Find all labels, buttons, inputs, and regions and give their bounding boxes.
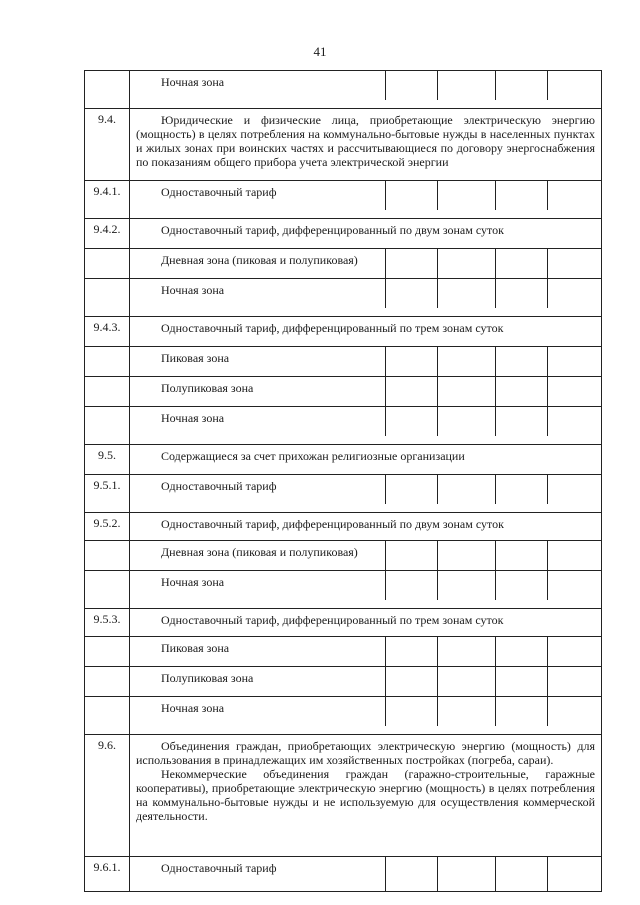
row-number: 9.5.3. <box>85 609 130 636</box>
table-row <box>84 636 602 666</box>
row-number <box>85 279 130 308</box>
row-number <box>85 249 130 278</box>
table-row <box>84 856 602 892</box>
row-label: Одноставочный тариф <box>161 861 277 875</box>
row-number: 9.4. <box>85 109 130 172</box>
row-number: 9.4.2. <box>85 219 130 248</box>
table-row <box>84 316 602 346</box>
table-row <box>84 376 602 406</box>
row-label: Одноставочный тариф <box>161 479 277 493</box>
row-label: Пиковая зона <box>161 641 230 655</box>
table-row <box>84 570 602 600</box>
row-label: Ночная зона <box>161 75 225 89</box>
table-row <box>84 218 602 248</box>
row-number: 9.5. <box>85 445 130 466</box>
table-row <box>84 180 602 210</box>
row-label: Пиковая зона <box>161 351 230 365</box>
row-number: 9.4.1. <box>85 181 130 210</box>
table-row <box>84 696 602 726</box>
row-number <box>85 697 130 726</box>
row-label: Ночная зона <box>161 411 225 425</box>
row-number <box>85 637 130 666</box>
table-row <box>84 512 602 540</box>
table-row <box>84 608 602 636</box>
row-number: 9.5.2. <box>85 513 130 540</box>
row-number: 9.4.3. <box>85 317 130 346</box>
row-number: 9.5.1. <box>85 475 130 504</box>
row-text <box>136 739 595 823</box>
table-row <box>84 540 602 570</box>
table-row <box>84 346 602 376</box>
row-number <box>85 571 130 600</box>
row-label: Одноставочный тариф, дифференцированный по двум зонам суток <box>161 223 504 237</box>
row-text-paragraph-2: Некоммерческие объединения граждан (гаражно-строительные, гаражные кооперативы), приобретающие электрическую энергию (мощность) в целях потребления на коммунально-бытовые нужды и не используемую для осуществления коммерческой деятельности. <box>136 767 595 823</box>
row-number <box>85 667 130 696</box>
row-number: 9.6. <box>85 735 130 848</box>
row-label: Дневная зона (пиковая и полупиковая) <box>161 545 358 559</box>
row-number <box>85 377 130 406</box>
row-number <box>85 541 130 570</box>
tariff-table <box>84 70 602 892</box>
row-label: Одноставочный тариф <box>161 185 277 199</box>
row-label: Одноставочный тариф, дифференцированный по двум зонам суток <box>161 517 504 531</box>
table-row <box>84 278 602 308</box>
row-label: Ночная зона <box>161 701 225 715</box>
table-row <box>84 70 602 100</box>
row-label: Одноставочный тариф, дифференцированный по трем зонам суток <box>161 321 504 335</box>
row-text-paragraph-1: Объединения граждан, приобретающих электрическую энергию (мощность) для использования в принадлежащих им хозяйственных постройках (погреба, сараи). <box>136 739 595 767</box>
table-row <box>84 248 602 278</box>
table-row <box>84 406 602 436</box>
row-number <box>85 71 130 100</box>
table-row <box>84 108 602 172</box>
row-label: Дневная зона (пиковая и полупиковая) <box>161 253 358 267</box>
row-number <box>85 407 130 436</box>
row-text: Юридические и физические лица, приобретающие электрическую энергию (мощность) в целях потребления на коммунально-бытовые нужды в населенных пунктах и жилых зонах при воинских частях и рассчитывающиеся по договору энергоснабжения по показаниям общего прибора учета электрической энергии <box>136 113 595 169</box>
table-row <box>84 666 602 696</box>
row-label: Ночная зона <box>161 575 225 589</box>
row-label: Полупиковая зона <box>161 671 254 685</box>
row-number: 9.6.1. <box>85 857 130 891</box>
row-label: Содержащиеся за счет прихожан религиозные организации <box>161 449 465 463</box>
table-row <box>84 734 602 848</box>
table-row <box>84 474 602 504</box>
table-row <box>84 444 602 466</box>
row-number <box>85 347 130 376</box>
row-label: Ночная зона <box>161 283 225 297</box>
page-number: 41 <box>313 44 327 59</box>
row-label: Одноставочный тариф, дифференцированный по трем зонам суток <box>161 613 504 627</box>
row-label: Полупиковая зона <box>161 381 254 395</box>
